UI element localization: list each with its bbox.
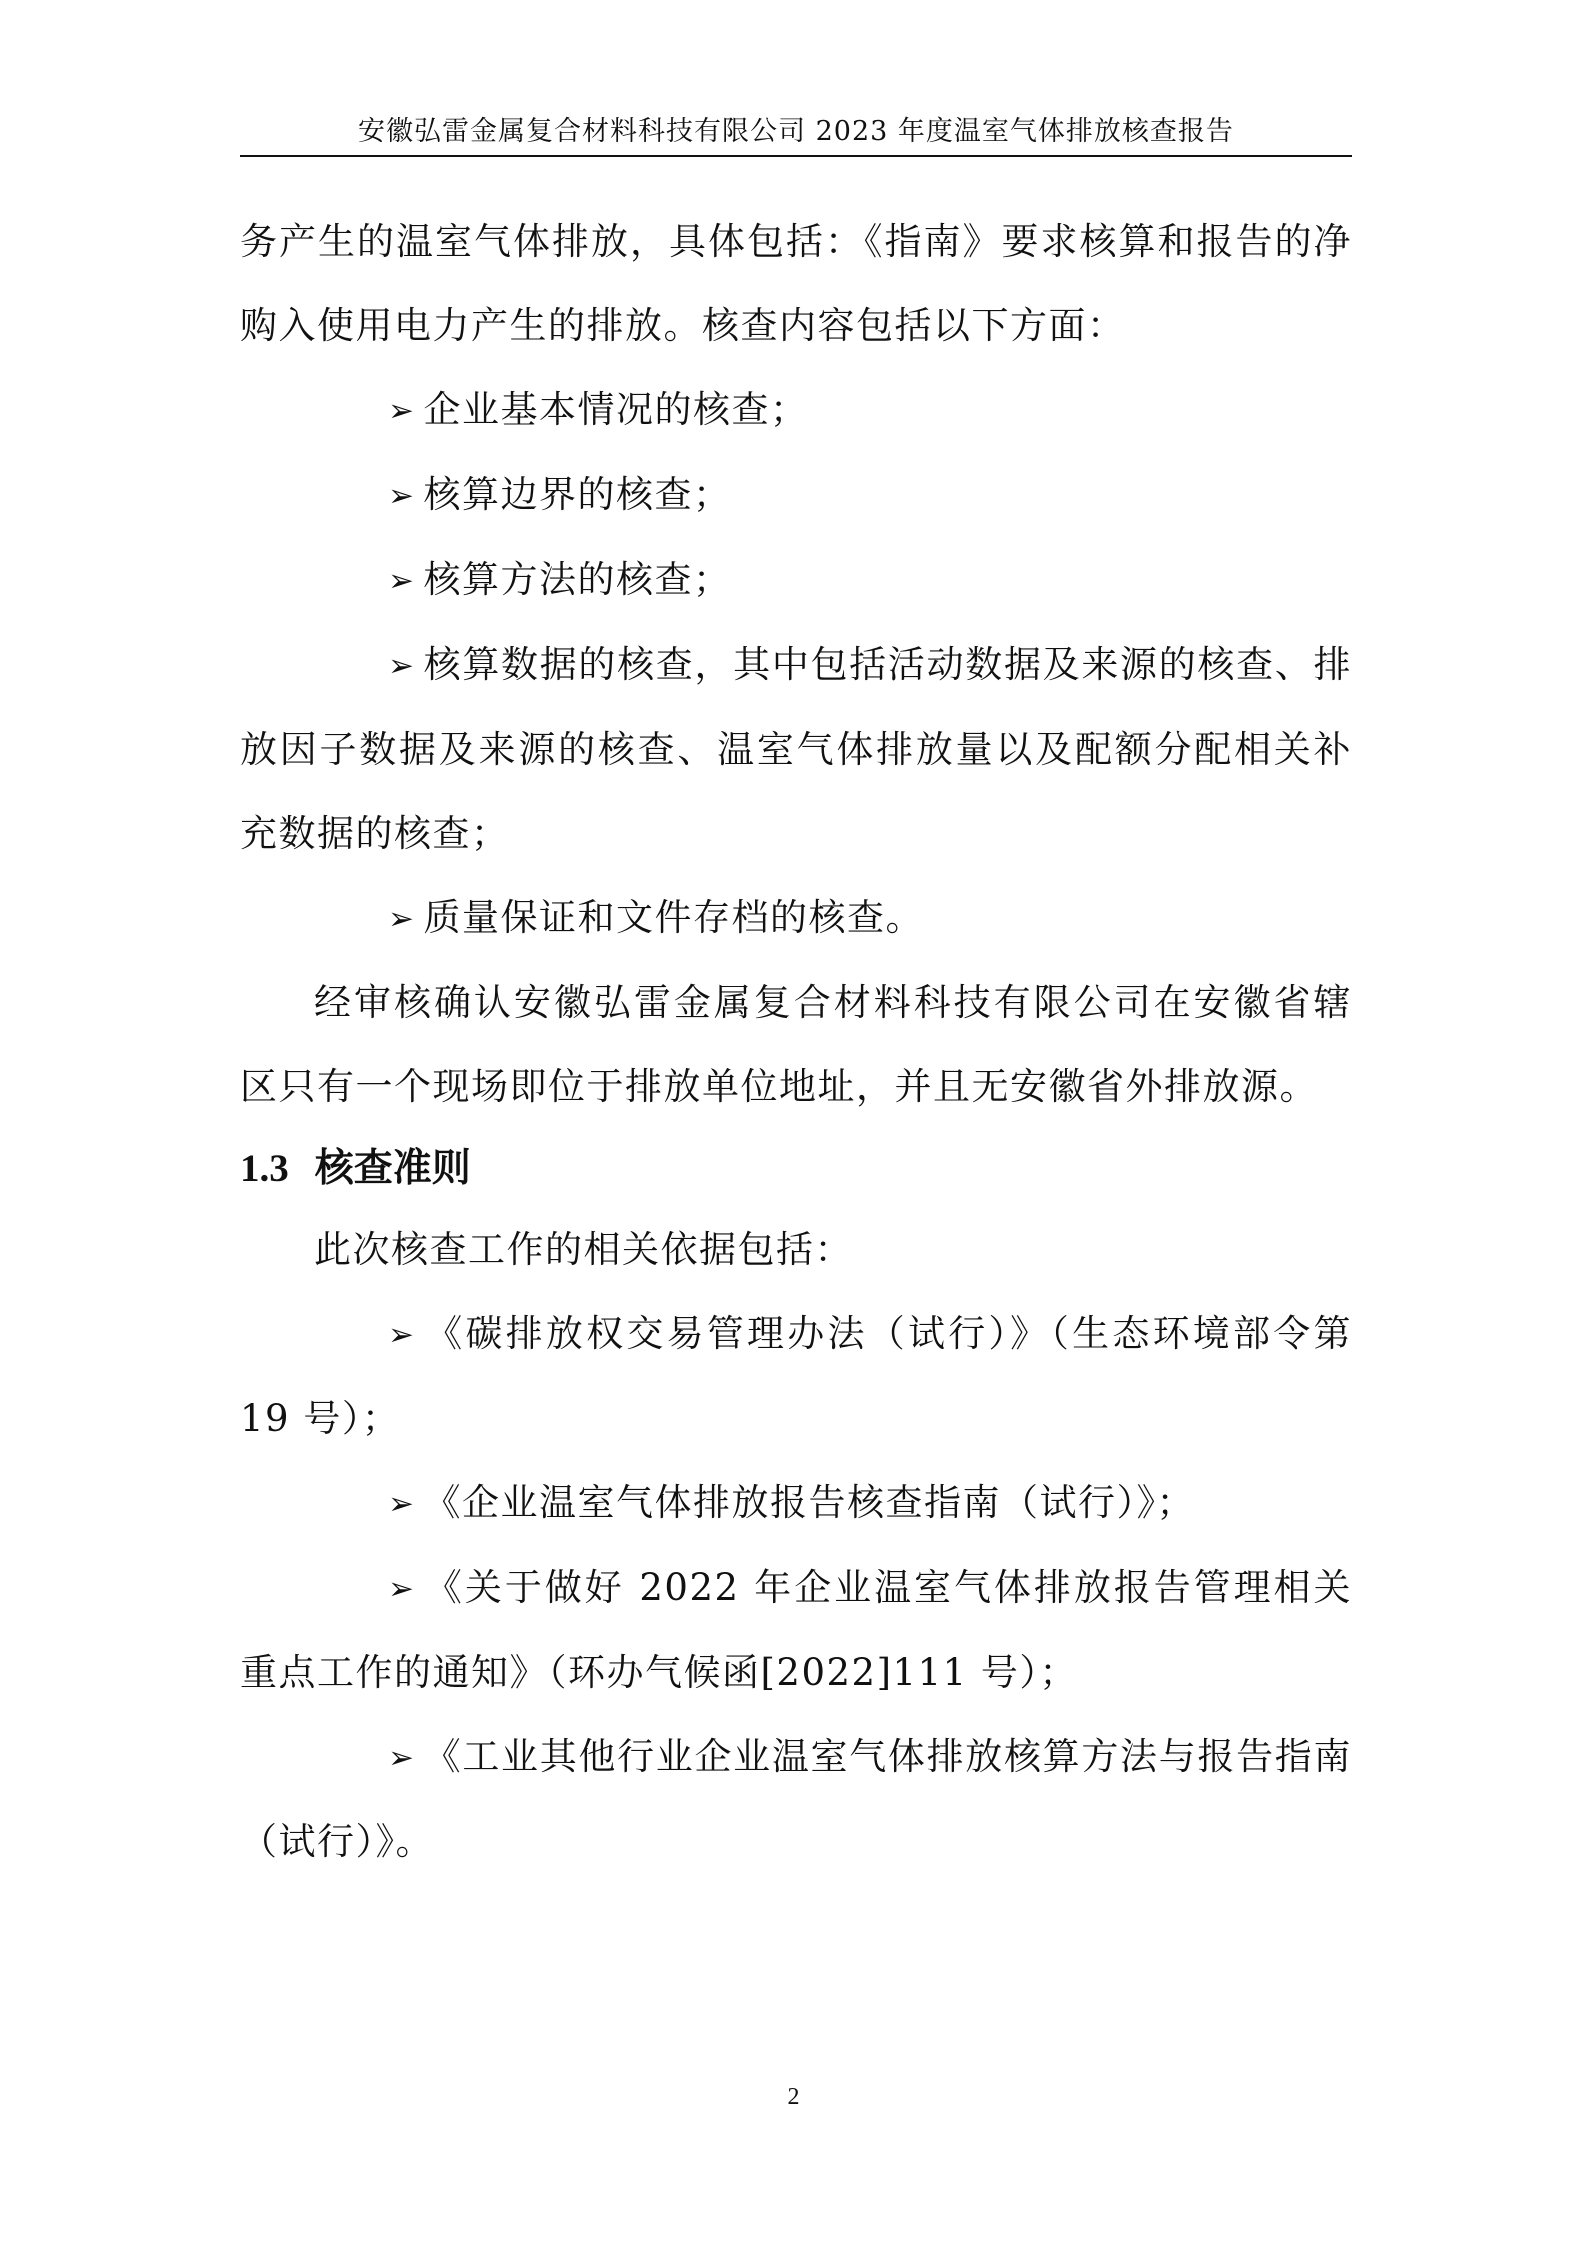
paragraph-scope-continuation: 务产生的温室气体排放，具体包括：《指南》要求核算和报告的净购入使用电力产生的排放。核查内容包括以下方面：: [240, 220, 1352, 347]
section-intro: 此次核查工作的相关依据包括：: [314, 1228, 853, 1271]
arrow-bullet-icon: ➢: [388, 901, 416, 937]
list-item-text: 核算数据的核查，其中包括活动数据及来源的核查、排放因子数据及来源的核查、温室气体排放量以及配额分配相关补充数据的核查；: [240, 643, 1352, 855]
arrow-bullet-icon: ➢: [388, 1740, 416, 1776]
list-item: [240, 1461, 1352, 1546]
list-item-text: 核算边界的核查；: [423, 473, 732, 516]
list-item-text: 《关于做好 2022 年企业温室气体排放报告管理相关重点工作的通知》（环办气候函[2022]111 号）；: [240, 1566, 1352, 1694]
arrow-bullet-icon: ➢: [388, 478, 416, 514]
list-item: [240, 538, 1352, 623]
section-heading: [240, 1129, 1352, 1208]
arrow-bullet-icon: ➢: [388, 393, 416, 429]
list-item-text: 质量保证和文件存档的核查。: [423, 896, 924, 939]
list-item-text: 《工业其他行业企业温室气体排放核算方法与报告指南（试行）》。: [240, 1735, 1352, 1863]
section-number: 1.3: [240, 1147, 289, 1190]
header-rule: [240, 155, 1352, 157]
page-number: 2: [787, 2084, 800, 2110]
running-header: 安徽弘雷金属复合材料科技有限公司 2023 年度温室气体排放核查报告: [358, 116, 1234, 147]
list-item: [240, 1546, 1352, 1715]
list-item-text: 企业基本情况的核查；: [423, 388, 809, 431]
arrow-bullet-icon: ➢: [388, 1486, 416, 1522]
list-item-text: 核算方法的核查；: [423, 558, 732, 601]
list-item: [240, 1292, 1352, 1461]
list-item: [240, 876, 1352, 961]
list-item-text: 《企业温室气体排放报告核查指南（试行）》；: [423, 1481, 1195, 1524]
list-item: [240, 623, 1352, 876]
arrow-bullet-icon: ➢: [388, 563, 416, 599]
paragraph-site-confirmation: 经审核确认安徽弘雷金属复合材料科技有限公司在安徽省辖区只有一个现场即位于排放单位地址，并且无安徽省外排放源。: [240, 981, 1352, 1108]
arrow-bullet-icon: ➢: [388, 648, 416, 684]
document-body: [240, 200, 1352, 1884]
section-title: 核查准则: [314, 1145, 471, 1191]
list-item: [240, 368, 1352, 453]
list-item-text: 《碳排放权交易管理办法（试行）》（生态环境部令第 19 号）；: [240, 1312, 1352, 1440]
arrow-bullet-icon: ➢: [388, 1317, 416, 1353]
arrow-bullet-icon: ➢: [388, 1571, 416, 1607]
list-item: [240, 1715, 1352, 1884]
list-item: [240, 453, 1352, 538]
